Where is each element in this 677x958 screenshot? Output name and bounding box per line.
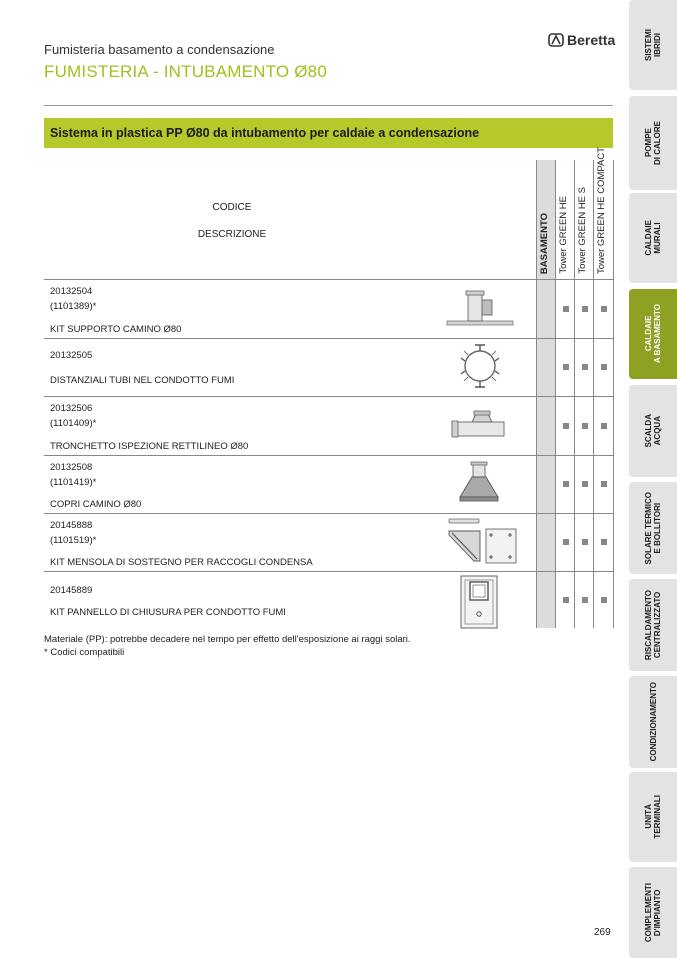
compat-mark [563,306,569,312]
column-header-basamento: BASAMENTO [539,212,550,274]
sidebar-tab-label: CONDIZIONAMENTO [648,682,658,762]
compat-mark [563,597,569,603]
page-number: 269 [594,927,611,938]
product-description: KIT MENSOLA DI SOSTEGNO PER RACCOGLI CONDENSA [50,557,313,568]
compat-mark [601,306,607,312]
compat-mark [563,481,569,487]
compat-mark [582,597,588,603]
pipe-spacers-icon [459,343,501,389]
sidebar-tab-label: POMPE DI CALORE [644,121,662,165]
sidebar-tab-condizionamento[interactable] [629,676,677,768]
row-divider [44,513,613,514]
sidebar-tab-solare-termico[interactable] [629,482,677,574]
compat-mark [582,539,588,545]
column-header-tower-green-he-s: Tower GREEN HE S [577,187,588,274]
sidebar-tab-label: COMPLEMENTI D'IMPIANTO [644,882,662,943]
compat-mark [563,423,569,429]
product-code: 20132505 [50,350,93,361]
sidebar-tab-pompe-di-calore[interactable] [629,96,677,190]
sidebar-tab-riscaldamento-centralizzato[interactable] [629,579,677,671]
support-bracket-kit-icon [446,517,518,567]
sidebar-tab-label: CALDAIE A BASAMENTO [644,304,662,364]
sidebar-tab-label: SISTEMI IBRIDI [644,28,662,61]
product-code: 20145889 [50,585,93,596]
column-header-tower-green-he-compact: Tower GREEN HE COMPACT [596,146,607,274]
product-description: COPRI CAMINO Ø80 [50,499,142,510]
sidebar-tab-label: CALDAIE MURALI [644,220,662,256]
beretta-logo-icon [548,33,564,47]
row-divider [44,279,613,280]
page-subtitle: Fumisteria basamento a condensazione [44,42,275,57]
compat-mark [563,539,569,545]
sidebar-tab-label: SCALDA ACQUA [644,414,662,448]
sidebar-tab-scalda-acqua[interactable] [629,385,677,477]
product-code: 20132508 [50,462,93,473]
column-header-codice: CODICE [212,202,252,213]
column-divider [536,160,537,628]
inspection-pipe-icon [450,410,506,440]
chimney-support-kit-icon [446,288,514,328]
product-description: KIT PANNELLO DI CHIUSURA PER CONDOTTO FUMI [50,607,286,618]
column-divider [613,160,614,628]
sidebar-tab-label: SOLARE TERMICO E BOLLITORI [644,491,662,565]
product-code: 20145888 [50,520,93,531]
sidebar-tab-label: RISCALDAMENTO CENTRALIZZATO [644,589,662,661]
product-alt-code: (1101389)* [50,301,97,312]
sidebar-tab-unita-terminali[interactable] [629,772,677,862]
product-alt-code: (1101409)* [50,418,97,429]
compat-mark [582,481,588,487]
compat-mark [563,364,569,370]
compat-mark [601,481,607,487]
page-title: FUMISTERIA - INTUBAMENTO Ø80 [44,62,327,81]
sidebar-tab-complementi-d-impianto[interactable] [629,867,677,958]
sidebar-tab-label: UNITÀ TERMINALI [644,795,662,839]
brand-logo [548,32,615,48]
compat-mark [582,364,588,370]
product-alt-code: (1101419)* [50,477,97,488]
row-divider [44,396,613,397]
compat-mark [601,539,607,545]
compat-mark [582,306,588,312]
column-header-tower-green-he: Tower GREEN HE [558,196,569,274]
section-band [44,118,613,148]
sidebar-tab-caldaie-a-basamento[interactable] [629,289,677,379]
chimney-cap-icon [458,461,500,503]
product-description: KIT SUPPORTO CAMINO Ø80 [50,324,182,335]
compat-mark [582,423,588,429]
column-divider [555,160,556,628]
section-sidebar [629,0,677,958]
footnote-codes: * Codici compatibili [44,647,125,658]
section-title: Sistema in plastica PP Ø80 da intubamento per caldaie a condensazione [50,126,480,140]
compat-mark [601,423,607,429]
row-divider [44,571,613,572]
product-code: 20132504 [50,286,93,297]
product-description: DISTANZIALI TUBI NEL CONDOTTO FUMI [50,375,235,386]
compat-mark [601,597,607,603]
header-divider [44,105,613,106]
product-alt-code: (1101519)* [50,535,97,546]
row-divider [44,338,613,339]
column-header-descrizione: DESCRIZIONE [197,229,267,240]
logo-text: Beretta [567,32,616,48]
closing-panel-kit-icon [458,574,500,630]
compat-mark [601,364,607,370]
product-description: TRONCHETTO ISPEZIONE RETTILINEO Ø80 [50,441,249,452]
row-divider [44,455,613,456]
sidebar-tab-sistemi-ibridi[interactable] [629,0,677,90]
column-divider [574,160,575,628]
footnote-material: Materiale (PP): potrebbe decadere nel tempo per effetto dell'esposizione ai raggi solari. [44,634,411,645]
column-divider [593,160,594,628]
product-code: 20132506 [50,403,93,414]
sidebar-tab-caldaie-murali[interactable] [629,193,677,283]
